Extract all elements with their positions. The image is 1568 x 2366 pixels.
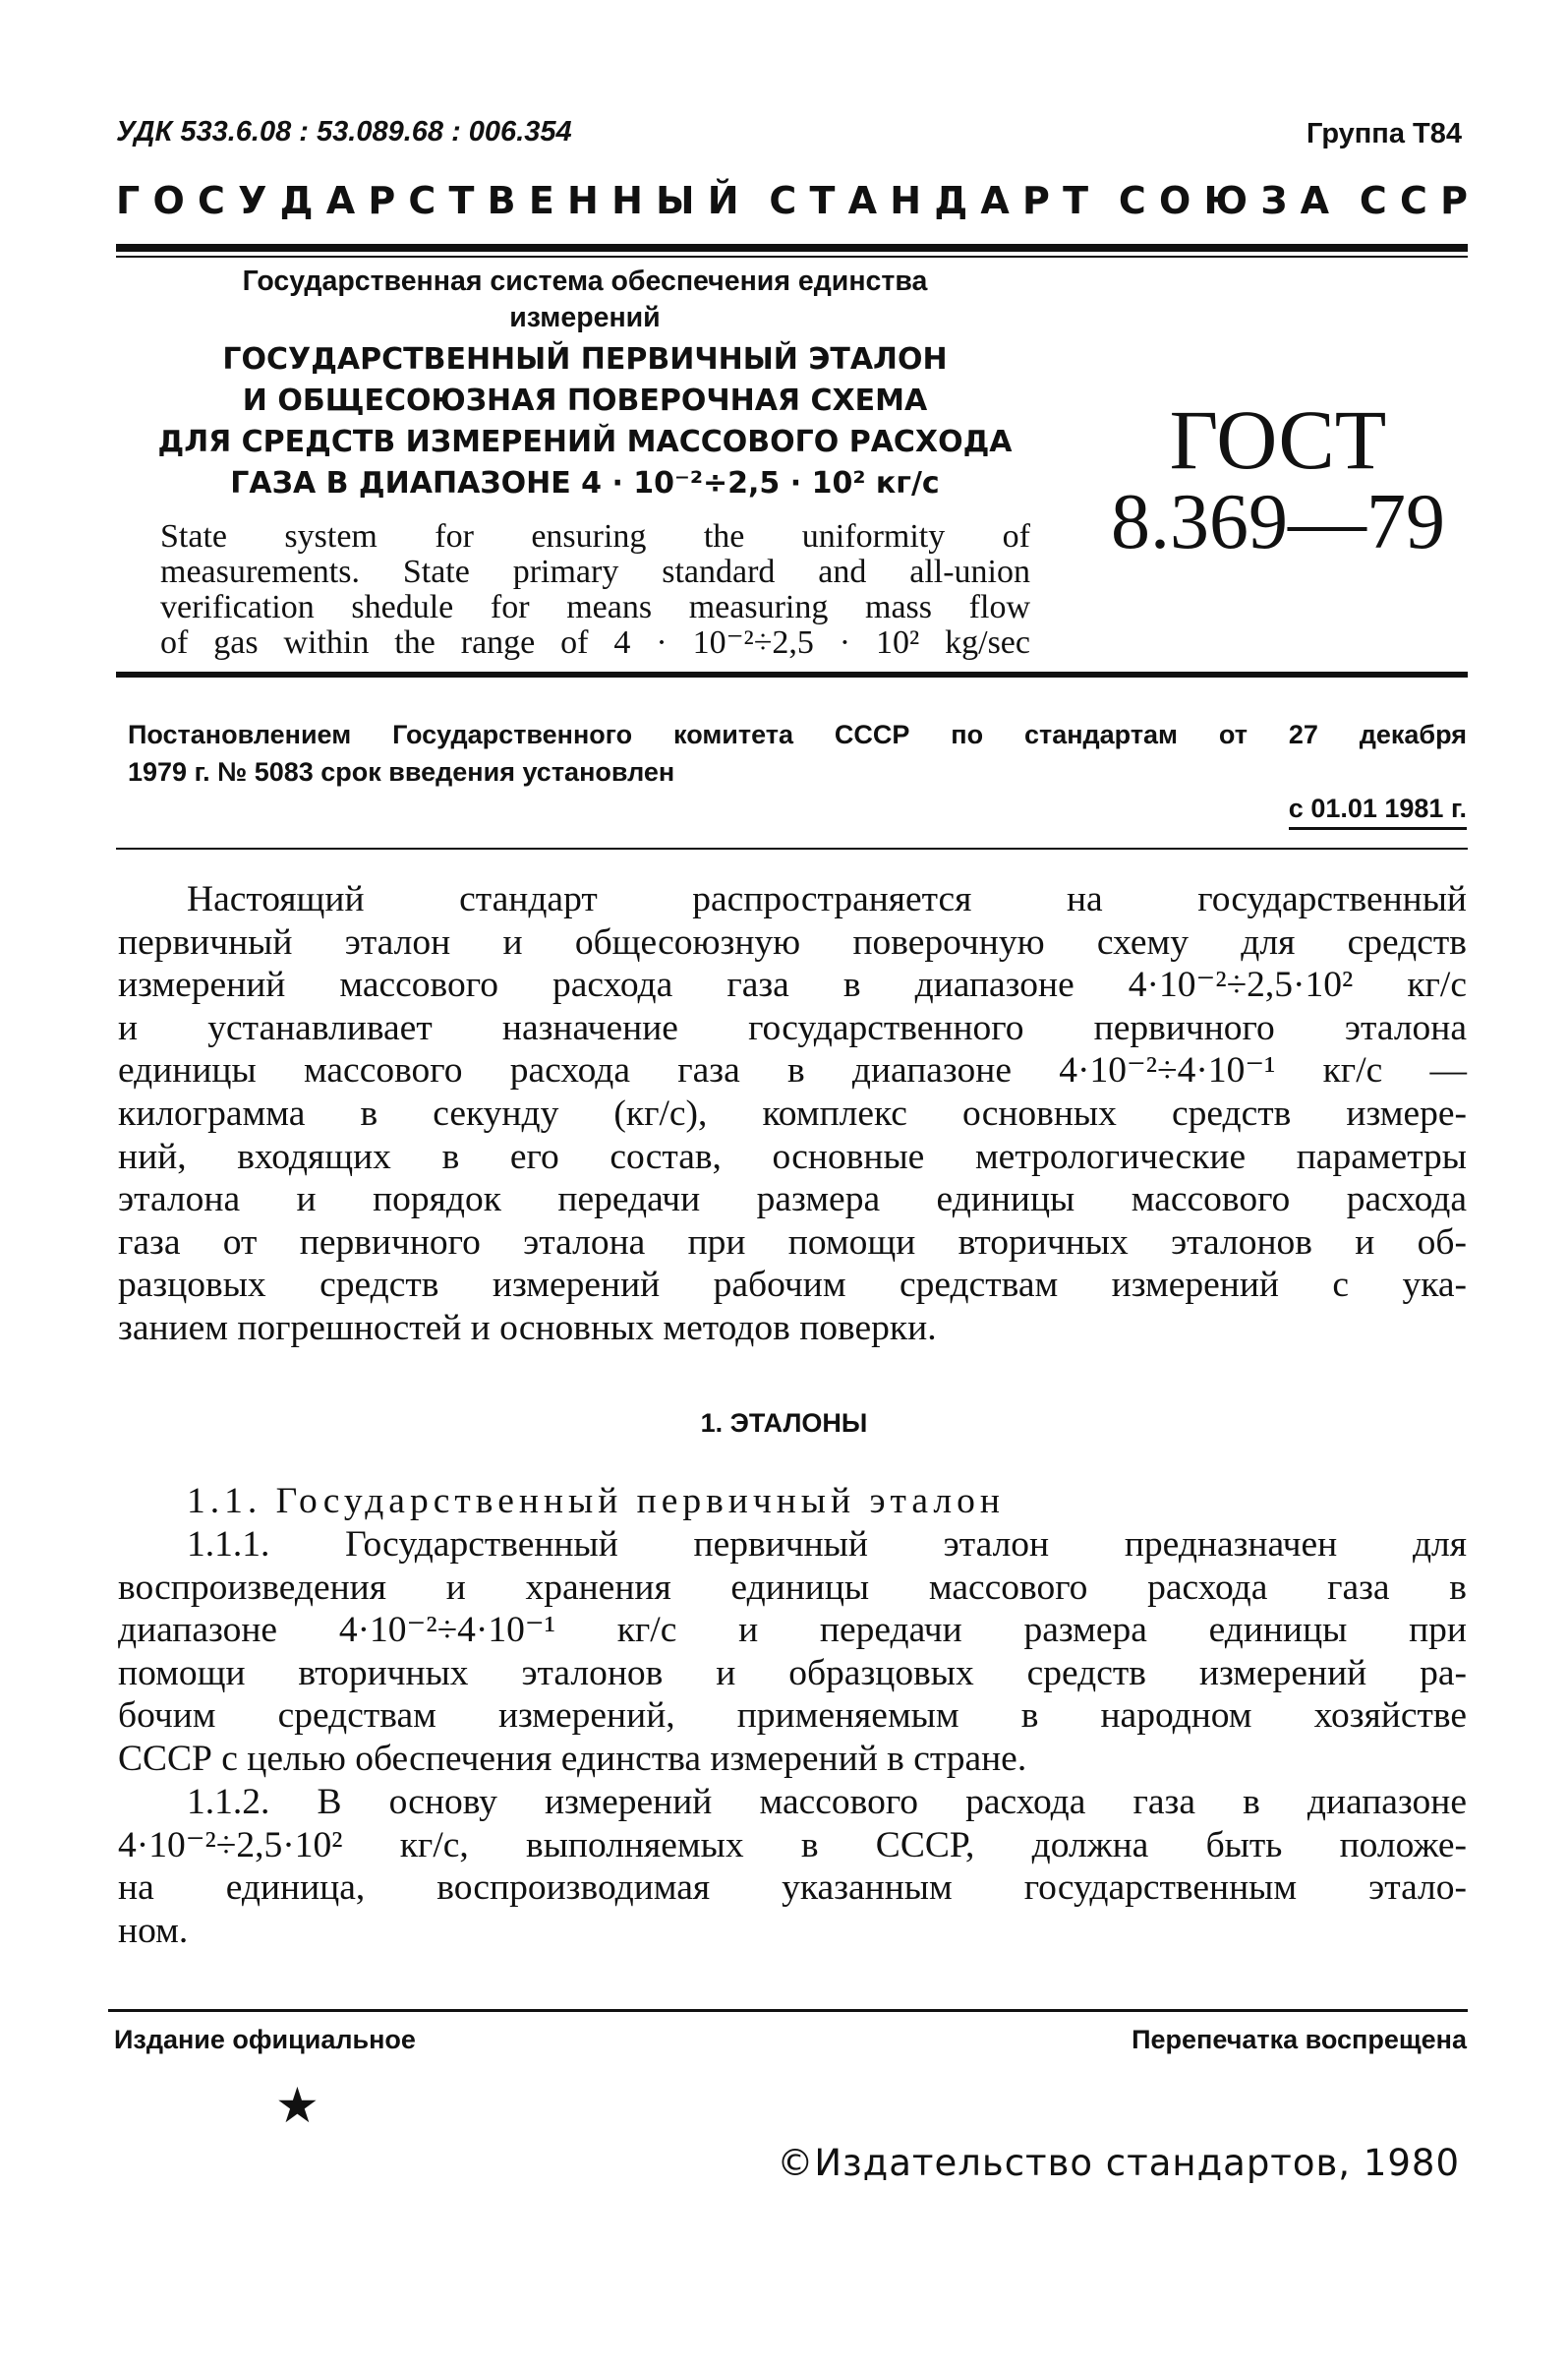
english-line: verification shedule for means measuring mass flow xyxy=(160,589,1030,625)
text-line: воспроизведения и хранения единицы массового расхода газа в xyxy=(118,1567,1467,1608)
text-line: диапазоне 4·10⁻²÷4·10⁻¹ кг/с и передачи размера единицы при xyxy=(118,1610,1467,1651)
star-icon: ★ xyxy=(275,2077,319,2134)
system-line: измерений xyxy=(509,302,661,333)
title-line: ДЛЯ СРЕДСТВ ИЗМЕРЕНИЙ МАССОВОГО РАСХОДА xyxy=(157,425,1013,459)
text-line: на единица, воспроизводимая указанным государственным этало- xyxy=(118,1867,1467,1909)
system-name xyxy=(147,264,1022,336)
text-line: первичный эталон и общесоюзную поверочную схему для средств xyxy=(118,921,1467,963)
text-line: и устанавливает назначение государственного первичного эталона xyxy=(118,1007,1467,1048)
system-line: Государственная система обеспечения единства xyxy=(242,266,928,297)
text-line: помощи вторичных эталонов и образцовых средств измерений ра- xyxy=(118,1652,1467,1693)
heading-word: С Т А Н Д А Р Т xyxy=(769,179,1089,222)
header-thin-rule xyxy=(116,256,1468,258)
text-line: 4·10⁻²÷2,5·10² кг/с, выполняемых в СССР, должна быть положе- xyxy=(118,1824,1467,1865)
text-line: ном. xyxy=(118,1910,189,1951)
text-line: единицы массового расхода газа в диапазоне 4·10⁻²÷4·10⁻¹ кг/с — xyxy=(118,1050,1467,1092)
text-line: ний, входящих в его состав, основные метрологические параметры xyxy=(118,1136,1467,1177)
document-title xyxy=(147,339,1022,504)
gost-label: ГОСТ xyxy=(1169,392,1387,487)
udk-code: УДК 533.6.08 : 53.089.68 : 006.354 xyxy=(116,116,572,148)
header-thick-rule xyxy=(116,244,1468,252)
title-line: ГАЗА В ДИАПАЗОНЕ 4 · 10⁻²÷2,5 · 10² кг/с xyxy=(230,466,940,501)
heading-word: Г О С У Д А Р С Т В Е Н Н Ы Й xyxy=(116,179,739,222)
english-line: State system for ensuring the uniformity of xyxy=(160,518,1030,555)
official-edition-note: Издание официальное xyxy=(114,2025,416,2054)
text-line: газа от первичного эталона при помощи вторичных эталонов и об- xyxy=(118,1221,1467,1263)
paragraph-1-1-1 xyxy=(118,1523,1467,1781)
english-title xyxy=(160,519,1030,661)
text-line: бочим средствам измерений, применяемым в народном хозяйстве xyxy=(118,1695,1467,1737)
state-standard-heading xyxy=(116,179,1468,222)
text-line: 1.1.2. В основу измерений массового расхода газа в диапазоне xyxy=(187,1782,1467,1822)
paragraph-1-1-2 xyxy=(118,1781,1467,1952)
intro-paragraph xyxy=(118,878,1467,1350)
title-line: И ОБЩЕСОЮЗНАЯ ПОВЕРОЧНАЯ СХЕМА xyxy=(242,384,928,418)
gost-number: 8.369—79 xyxy=(1111,479,1445,565)
text-line: эталона и порядок передачи размера единицы массового расхода xyxy=(118,1179,1467,1220)
title-block-rule xyxy=(116,672,1468,678)
reprint-prohibited-note: Перепечатка воспрещена xyxy=(1132,2025,1467,2054)
heading-word: С О Ю З А xyxy=(1118,179,1330,222)
text-line: 1.1. Государственный первичный эталон xyxy=(187,1481,1005,1521)
effective-date: с 01.01 1981 г. xyxy=(1289,794,1467,830)
english-line: of gas within the range of 4 · 10⁻²÷2,5 · 10² kg/sec xyxy=(160,624,1030,661)
text-line: 1.1.1. Государственный первичный эталон предназначен для xyxy=(187,1524,1467,1565)
group-code: Группа Т84 xyxy=(1307,118,1462,149)
decree-rule xyxy=(116,848,1468,850)
title-line: ГОСУДАРСТВЕННЫЙ ПЕРВИЧНЫЙ ЭТАЛОН xyxy=(222,342,948,377)
english-line: measurements. State primary standard and all-union xyxy=(160,554,1030,590)
decree-line-2: 1979 г. № 5083 срок введения установлен xyxy=(128,757,675,787)
text-line: разцовых средств измерений рабочим средствам измерений с ука- xyxy=(118,1265,1467,1306)
text-line: Настоящий стандарт распространяется на государственный xyxy=(187,879,1467,919)
copyright-notice: ©Издательство стандартов, 1980 xyxy=(777,2142,1460,2184)
heading-word: С С Р xyxy=(1359,179,1468,222)
subsection-heading xyxy=(118,1480,1467,1523)
gost-designation xyxy=(1111,392,1445,565)
text-line: занием погрешностей и основных методов поверки. xyxy=(118,1307,937,1348)
text-line: измерений массового расхода газа в диапазоне 4·10⁻²÷2,5·10² кг/с xyxy=(118,965,1467,1006)
text-line: СССР с целью обеспечения единства измерений в стране. xyxy=(118,1738,1027,1779)
text-line: килограмма в секунду (кг/с), комплекс основных средств измере- xyxy=(118,1093,1467,1134)
footer-rule xyxy=(108,2009,1468,2012)
section-heading: 1. ЭТАЛОНЫ xyxy=(700,1408,868,1438)
decree-line-1: Постановлением Государственного комитета СССР по стандартам от 27 декабря xyxy=(128,720,1467,749)
